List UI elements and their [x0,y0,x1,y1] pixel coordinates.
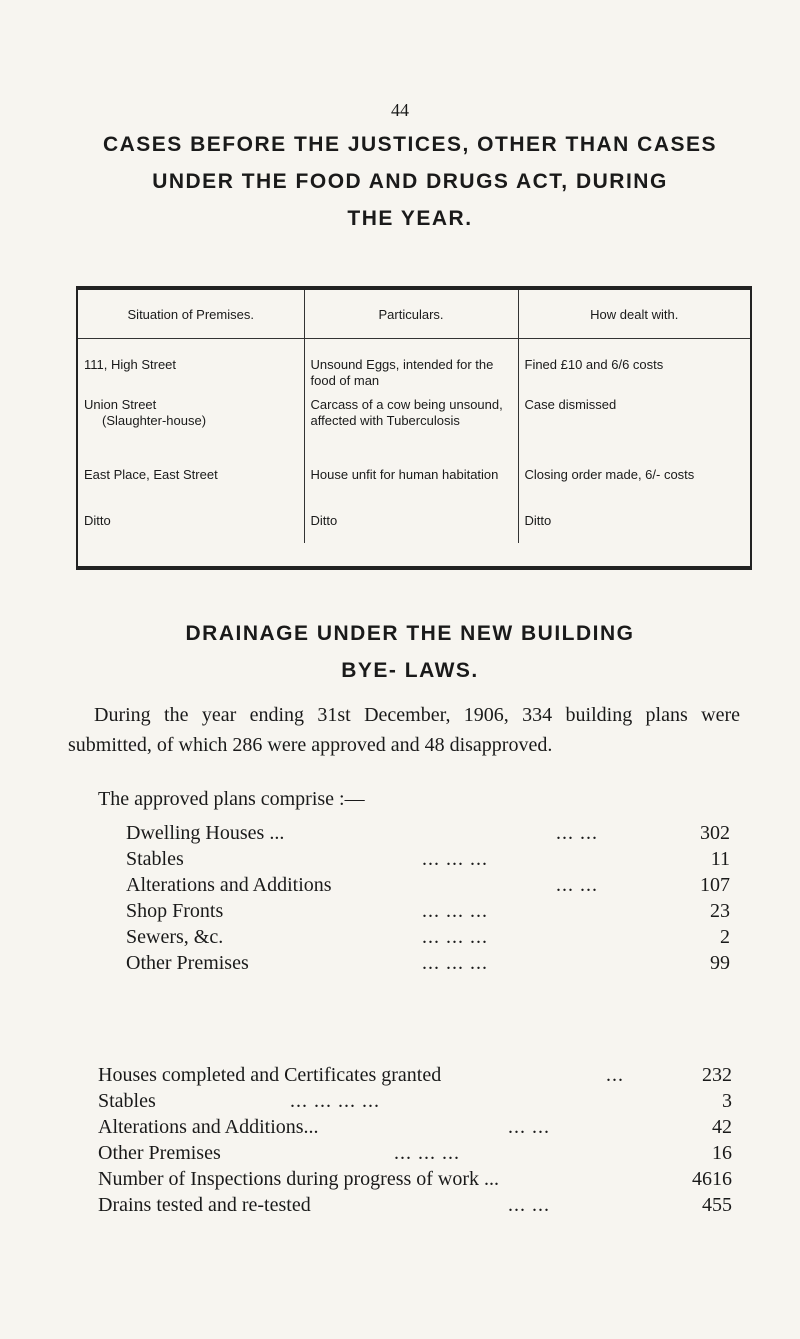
item-label: Number of Inspections during progress of work ... [98,1168,500,1190]
list-item [126,848,746,874]
list-item [98,1142,746,1168]
heading-line: BYE- LAWS. [341,659,479,682]
item-label: Sewers, &c. [126,926,224,948]
cell-particulars: Unsound Eggs, intended for the food of man [304,339,518,398]
table-header-row [78,290,750,339]
cell-dealt: Closing order made, 6/- costs [518,467,750,513]
list-item [98,1116,746,1142]
list-item [126,900,746,926]
leader-dots: ... ... ... [422,952,488,974]
item-label: Dwelling Houses ... [126,822,285,844]
item-value: 232 [702,1064,732,1086]
item-label: Stables [126,848,184,870]
item-label: Stables [98,1090,156,1112]
heading-line: THE YEAR. [347,207,473,230]
list-item [98,1064,746,1090]
list-item [98,1194,746,1220]
leader-dots: ... ... ... [422,848,488,870]
cell-situation [78,397,304,467]
leader-dots: ... ... ... [422,900,488,922]
list-item [126,874,746,900]
table-row [78,467,750,513]
item-label: Alterations and Additions [126,874,332,896]
cell-dealt: Fined £10 and 6/6 costs [518,339,750,398]
list-item [98,1090,746,1116]
item-value: 99 [710,952,730,974]
item-label: Alterations and Additions... [98,1116,319,1138]
cell-situation-sub: (Slaughter-house) [102,413,207,428]
cell-particulars: House unfit for human habitation [304,467,518,513]
item-label: Houses completed and Certificates granted [98,1064,442,1086]
item-value: 4616 [692,1168,732,1190]
table-row [78,339,750,398]
leader-dots: ... ... [508,1194,550,1216]
col-header-dealt: How dealt with. [518,290,750,339]
table-row [78,513,750,543]
section-heading-cases [60,126,760,237]
leader-dots: ... ... [556,874,598,896]
cases-table-frame [76,288,752,568]
approved-plans-intro: The approved plans comprise :— [98,788,365,810]
item-value: 42 [712,1116,732,1138]
item-value: 3 [722,1090,732,1112]
approved-plans-list [126,822,746,978]
cell-situation: 111, High Street [84,357,177,372]
item-value: 11 [710,848,730,870]
list-item [126,822,746,848]
body-paragraph: During the year ending 31st December, 1906, 334 building plans were submitted, of which 286 were approved and 48 disapproved. [68,704,740,756]
cell-dealt: Case dismissed [518,397,750,467]
list-item [126,926,746,952]
item-label: Other Premises [98,1142,221,1164]
leader-dots: ... ... [556,822,598,844]
heading-line: CASES BEFORE THE JUSTICES, OTHER THAN CASES [102,133,718,156]
cell-situation-main: Union Street [84,397,157,412]
cases-table [78,290,750,543]
item-value: 302 [700,822,730,844]
page-number: 44 [391,100,409,120]
item-label: Drains tested and re-tested [98,1194,311,1216]
leader-dots: ... ... ... ... [290,1090,380,1112]
col-header-particulars: Particulars. [304,290,518,339]
leader-dots: ... [606,1064,624,1086]
item-value: 2 [720,926,730,948]
item-value: 16 [712,1142,732,1164]
cell-situation: Ditto [84,513,111,528]
item-value: 107 [700,874,730,896]
table-bottom-rule [76,567,752,570]
item-value: 23 [710,900,730,922]
summary-list [98,1064,746,1220]
heading-line: UNDER THE FOOD AND DRUGS ACT, DURING [152,170,668,193]
table-row [78,397,750,467]
col-header-situation: Situation of Premises. [78,290,304,339]
cell-dealt: Ditto [518,513,750,543]
cell-particulars: Ditto [304,513,518,543]
list-item [126,952,746,978]
leader-dots: ... ... ... [394,1142,460,1164]
heading-line: DRAINAGE UNDER THE NEW BUILDING [185,622,635,645]
leader-dots: ... ... ... [422,926,488,948]
cell-situation: East Place, East Street [84,467,218,482]
item-label: Other Premises [126,952,249,974]
list-item [98,1168,746,1194]
item-label: Shop Fronts [126,900,224,922]
table-top-rule [76,286,752,289]
section-heading-drainage [60,615,760,689]
item-value: 455 [702,1194,732,1216]
leader-dots: ... ... [508,1116,550,1138]
cell-particulars: Carcass of a cow being unsound, affected with Tuberculosis [304,397,518,467]
